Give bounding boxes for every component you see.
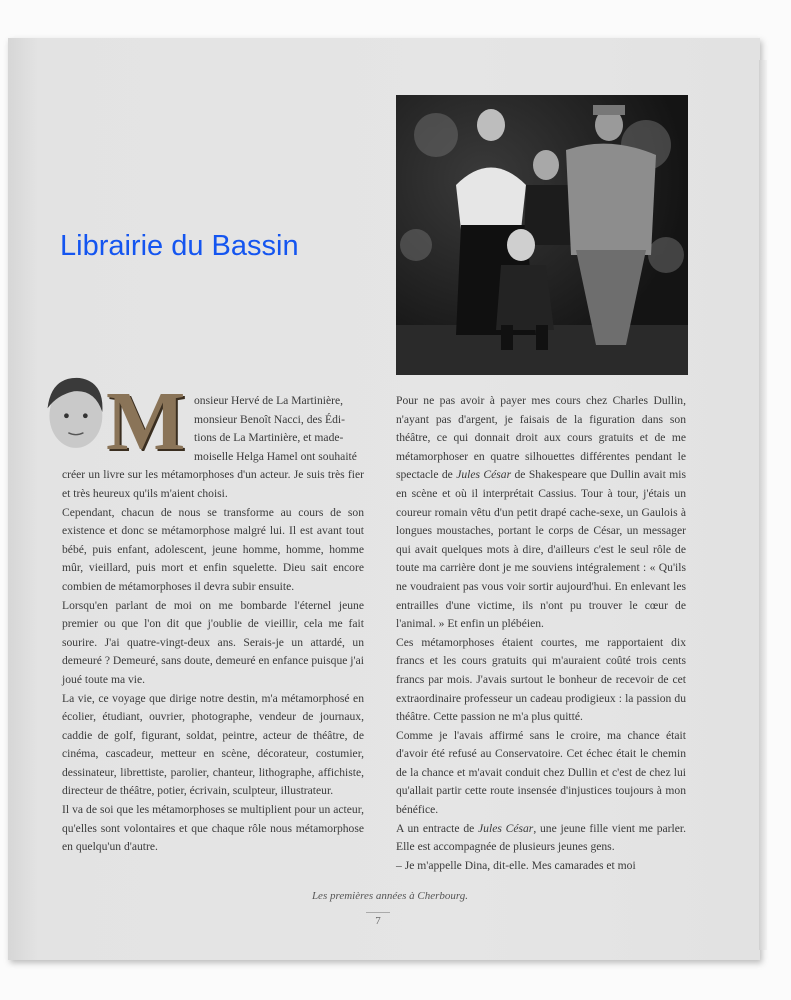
left-text-column <box>62 392 364 857</box>
text-run: Pour ne pas avoir à payer mes cours chez Charles Dullin, n'ayant pas d'argent, je faisais de la figuration dans son théâtre, ce qui donnait droit aux cours gratuits et de me métamorphoser en quatre silhouettes différentes pendant le spectacle de <box>396 394 686 482</box>
play-title: Jules César <box>456 468 512 482</box>
paragraph: – Je m'appelle Dina, dit-elle. Mes camarades et moi <box>396 858 636 872</box>
text-run: de Shakespeare que Dullin avait mis en scène et où il interprétait Cassius. Tour à tour, j'étais un coureur romain vêtu d'un petit drapé cache-sexe, un Gaulois à longues moustaches, portant le corps de César, un messager qui avait quelques mots à dire, d'ailleurs c'est le seul rôle de toute ma carrière dont je me souviens intégralement : « Qu'ils ne voudraient pas vous voir sortir aujourd'hui. En enlevant les entrailles d'une victime, ils n'ont pu trouver le cœur de l'animal. » Et enfin un plébéien. <box>396 468 686 631</box>
right-text-column <box>396 392 686 875</box>
paragraph: Il va de soi que les métamorphoses se multiplient pour un acteur, qu'elles sont volontaires et que chaque rôle nous métamorphose en quelqu'un d'autre. <box>62 803 364 854</box>
page-number: 7 <box>366 912 390 927</box>
paragraph: Cependant, chacun de nous se transforme au cours de son existence et donc se métamorphose malgré lui. Il est avant tout bébé, puis enfant, adolescent, jeune homme, homme, homme mûr, vieillard, puis mort et enfin squelette. Dieu sait encore combien de métamorphoses il devra subir ensuite. <box>62 505 364 593</box>
photo-caption: Les premières années à Cherbourg. <box>311 890 469 902</box>
family-photograph <box>396 95 688 375</box>
paragraph: Ces métamorphoses étaient courtes, me rapportaient dix francs et les cours gratuits qui m'auraient coûté trois cents francs par mois. J'avais surtout le bonheur de recevoir de cet extraordinaire professeur un cadeau prodigieux : la passion du théâtre. Cette passion ne m'a plus quitté. <box>396 635 686 724</box>
paragraph: La vie, ce voyage que dirige notre destin, m'a métamorphosé en écolier, étudiant, ouvrier, photographe, vendeur de journaux, caddie de golf, figurant, soldat, peintre, acteur de théâtre, de cinéma, cascadeur, metteur en scène, décorateur, costumier, dessinateur, librettiste, parolier, chanteur, lithographe, affichiste, directeur de théâtre, potier, écrivain, sculpteur, illustrateur. <box>62 691 364 798</box>
intro-line: onsieur Hervé de La Martinière, <box>194 394 344 407</box>
text-run: A un entracte de <box>396 821 479 835</box>
paragraph: Comme je l'avais affirmé sans le croire, ma chance était d'avoir été refusé au Conservatoire. Cet échec était le chemin de la chance et m'avait conduit chez Dullin et c'est de chez lui qu'allait partir cette route insensée d'injustices toujours à mon bénéfice. <box>396 728 686 817</box>
paragraph: Lorsqu'en parlant de moi on me bombarde l'éternel jeune premier ou que l'on dit que j'oublie de vieillir, cela me fait sourire. J'ai quatre-vingt-deux ans. Serais-je un attardé, un demeuré ? Demeuré, sans doute, demeuré en enfance puisque j'ai joué toute ma vie. <box>62 598 364 686</box>
watermark: Librairie du Bassin <box>60 230 299 262</box>
family-photo-illustration <box>396 95 688 375</box>
paragraph: créer un livre sur les métamorphoses d'un acteur. Je suis très fier et très heureux qu'ils m'aient choisi. <box>62 468 364 500</box>
intro-line: tions de La Martinière, et made- <box>194 431 344 445</box>
intro-line: moiselle Helga Hamel ont souhaité <box>194 449 357 463</box>
intro-line: monsieur Benoît Nacci, des Édi- <box>194 412 346 426</box>
paragraph <box>396 820 686 857</box>
drop-cap: M <box>106 375 186 468</box>
text-run: , une jeune fille vient me parler. Elle est accompagnée de plusieurs jeunes gens. <box>396 821 686 854</box>
play-title: Jules César <box>478 821 534 835</box>
paragraph <box>396 392 686 634</box>
page-edge <box>759 60 767 950</box>
